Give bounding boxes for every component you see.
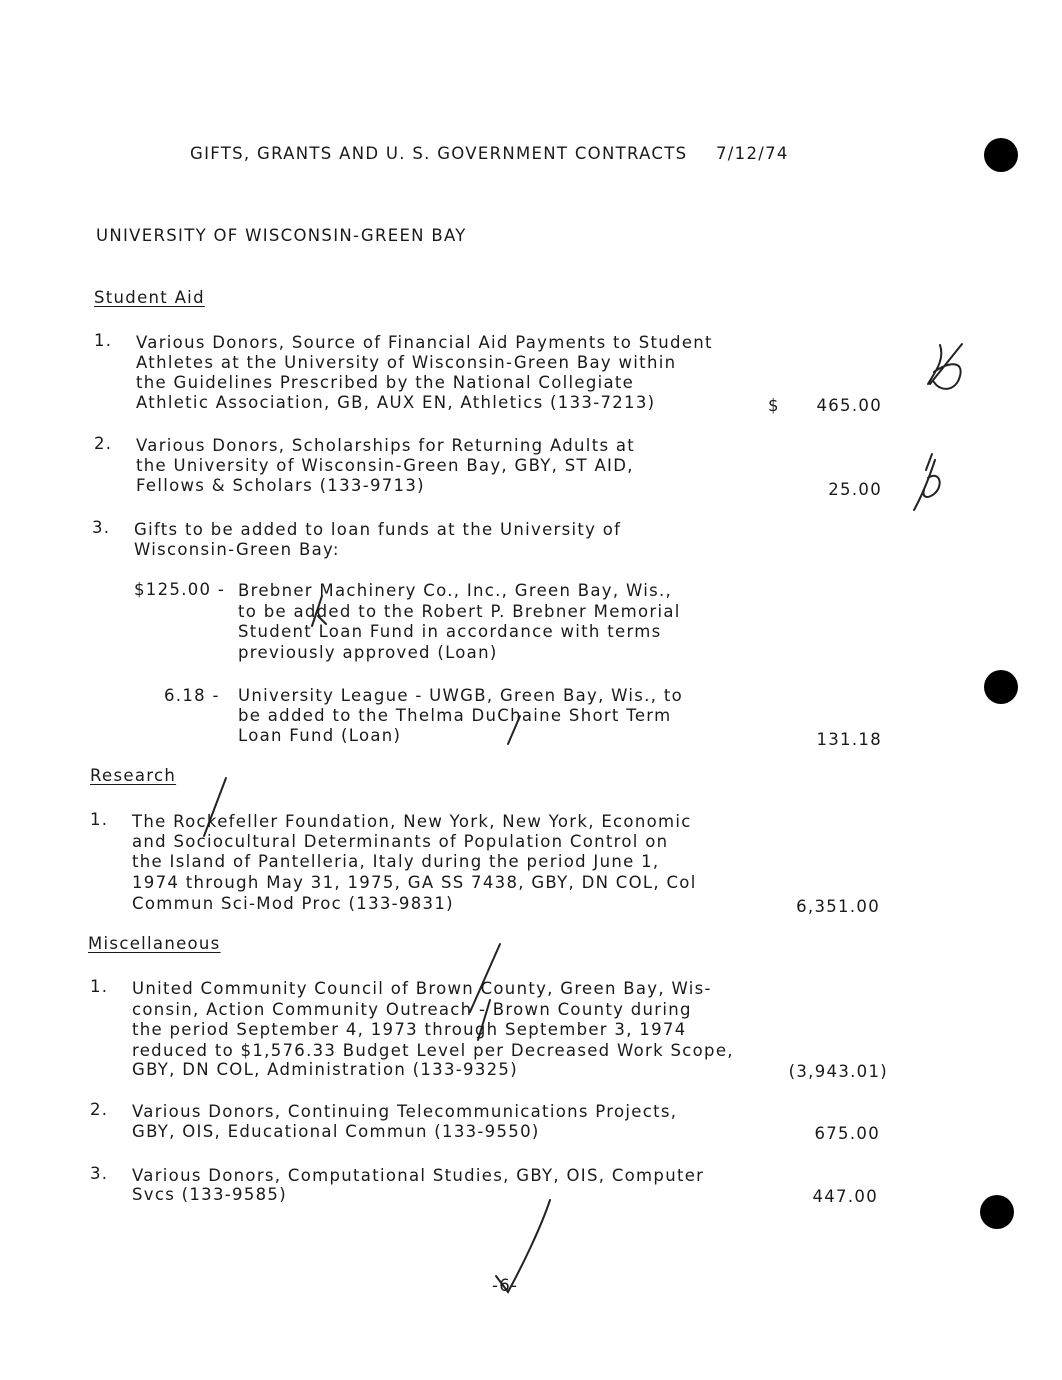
item-amount: 447.00	[812, 1187, 878, 1206]
item-number: 1.	[94, 331, 113, 350]
item-text-line: the period September 4, 1973 through September 3, 1974	[132, 1020, 687, 1039]
item-number: 3.	[92, 518, 111, 537]
item-text-line: and Sociocultural Determinants of Population Control on	[132, 832, 669, 851]
sub-item-text-line: University League - UWGB, Green Bay, Wis., to	[238, 686, 683, 705]
item-text-line: consin, Action Community Outreach - Brown County during	[132, 1000, 692, 1019]
item-text-line: the Island of Pantelleria, Italy during the period June 1,	[132, 852, 660, 871]
item-number: 3.	[90, 1164, 109, 1183]
item-number: 2.	[90, 1100, 109, 1119]
sub-item-text-line: Student Loan Fund in accordance with terms	[238, 622, 662, 641]
item-text-line: United Community Council of Brown County, Green Bay, Wis-	[132, 979, 712, 998]
item-text-line: The Rockefeller Foundation, New York, New York, Economic	[132, 812, 692, 831]
section-heading-miscellaneous: Miscellaneous	[88, 934, 221, 953]
item-text-line: the Guidelines Prescribed by the National Collegiate	[136, 373, 635, 392]
item-amount: 25.00	[828, 480, 882, 499]
item-text-line: Commun Sci-Mod Proc (133-9831)	[132, 894, 454, 913]
sub-item-text-line: Loan Fund (Loan)	[238, 726, 402, 745]
item-number: 1.	[90, 810, 109, 829]
item-text-line: 1974 through May 31, 1975, GA SS 7438, GBY, DN COL, Col	[132, 873, 697, 892]
item-text-line: Various Donors, Computational Studies, GBY, OIS, Computer	[132, 1166, 705, 1185]
item-amount: (3,943.01)	[788, 1062, 888, 1081]
item-amount: 131.18	[816, 730, 882, 749]
item-text-line: Various Donors, Scholarships for Returning Adults at	[136, 436, 636, 455]
sub-item-amount: 6.18 -	[164, 686, 220, 705]
item-number: 1.	[90, 977, 109, 996]
document-title: GIFTS, GRANTS AND U. S. GOVERNMENT CONTRACTS	[190, 144, 688, 163]
item-text-line: Svcs (133-9585)	[132, 1185, 287, 1204]
item-text-line: Athletes at the University of Wisconsin-Green Bay within	[136, 353, 677, 372]
item-text-line: Various Donors, Source of Financial Aid Payments to Student	[136, 333, 713, 352]
item-amount: 465.00	[816, 396, 882, 415]
sub-item-text-line: be added to the Thelma DuChaine Short Term	[238, 706, 672, 725]
item-amount: 6,351.00	[796, 897, 880, 916]
document-date: 7/12/74	[716, 144, 789, 163]
item-text-line: GBY, OIS, Educational Commun (133-9550)	[132, 1122, 540, 1141]
item-text-line: reduced to $1,576.33 Budget Level per Decreased Work Scope,	[132, 1041, 734, 1060]
item-text-line: the University of Wisconsin-Green Bay, GBY, ST AID,	[136, 456, 634, 475]
section-heading-student-aid: Student Aid	[94, 288, 205, 307]
item-number: 2.	[94, 434, 113, 453]
item-text-line: GBY, DN COL, Administration (133-9325)	[132, 1060, 518, 1079]
institution-name: UNIVERSITY OF WISCONSIN-GREEN BAY	[96, 226, 467, 245]
item-text-line: Athletic Association, GB, AUX EN, Athletics (133-7213)	[136, 393, 656, 412]
item-text-line: Gifts to be added to loan funds at the University of	[134, 520, 622, 539]
sub-item-text-line: to be added to the Robert P. Brebner Memorial	[238, 602, 681, 621]
currency-symbol: $	[768, 396, 780, 415]
item-amount: 675.00	[814, 1124, 880, 1143]
item-text-line: Various Donors, Continuing Telecommunications Projects,	[132, 1102, 678, 1121]
item-text-line: Wisconsin-Green Bay:	[134, 540, 340, 559]
section-heading-research: Research	[90, 766, 177, 785]
sub-item-text-line: Brebner Machinery Co., Inc., Green Bay, Wis.,	[238, 581, 673, 600]
sub-item-text-line: previously approved (Loan)	[238, 643, 498, 662]
item-text-line: Fellows & Scholars (133-9713)	[136, 476, 425, 495]
sub-item-amount: $125.00 -	[134, 580, 226, 599]
page-number: -6-	[492, 1276, 519, 1295]
